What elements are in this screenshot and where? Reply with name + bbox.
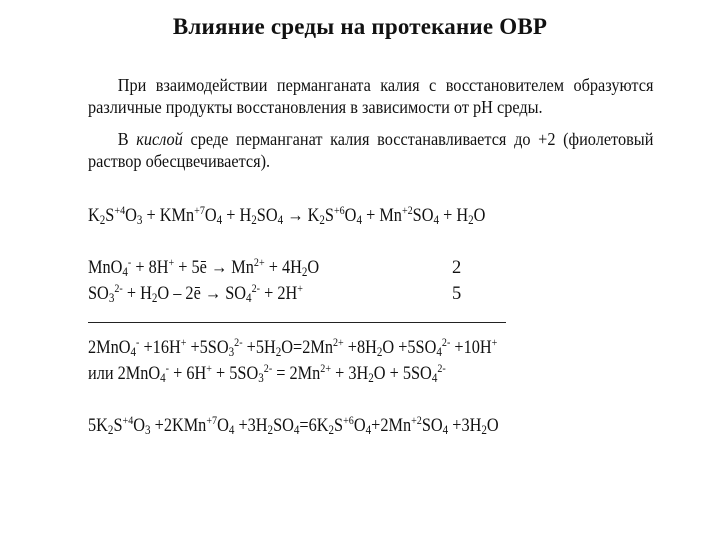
paragraph-intro	[88, 74, 653, 118]
equation-ionic-full: $2MnO_4^- +16H^+ +5SO_3^{2-} +5H_2O=2Mn^{2+} +8H_2O +5SO_4^{2-} +10H^+$	[88, 337, 498, 360]
half-reaction-reduction: MnO$_4$- + 8H+ + 5ē → $Mn^{2+} + 4H_2O$	[88, 257, 320, 280]
coefficient-oxidation: 5	[452, 284, 462, 304]
half-reaction-oxidation: $SO_3^{2-} + H_2O$ – 2ē → $SO_4^{2-} + 2H^+$	[88, 283, 303, 306]
paragraph-acid	[88, 128, 653, 172]
equation-molecular-scheme: $K_2S^{+4}O_3 + KMn^{+7}O_4 + H_2SO_4 \to K_2S^{+6}O_4 + Mn^{+2}SO_4 + H_2O$	[88, 205, 486, 228]
paragraph-acid-italic: кислой	[136, 129, 183, 149]
equation-ionic-reduced: или $2MnO_4^- + 6H^+ + 5SO_3^{2-} = 2Mn^{2+} + 3H_2O + 5SO_4^{2-}$	[88, 363, 446, 386]
coefficient-reduction: 2	[452, 258, 462, 278]
slide-title: Влияние среды на протекание ОВР	[172, 14, 548, 39]
paragraph-intro-text: При взаимодействии перманганата калия с восстановителем образуются различные продукты восстановления в зависимости от pH среды.	[88, 75, 654, 117]
paragraph-acid-prefix: В	[117, 129, 137, 149]
equation-molecular-final: $5K_2S^{+4}O_3 +2KMn^{+7}O_4 +3H_2SO_4=6K_2S^{+6}O_4+2Mn^{+2}SO_4 +3H_2O$	[88, 415, 499, 438]
paragraph-acid-rest: среде перманганат калия восстанавливается до +2 (фиолетовый раствор обесцвечивается).	[88, 129, 654, 171]
divider-line	[88, 322, 506, 323]
